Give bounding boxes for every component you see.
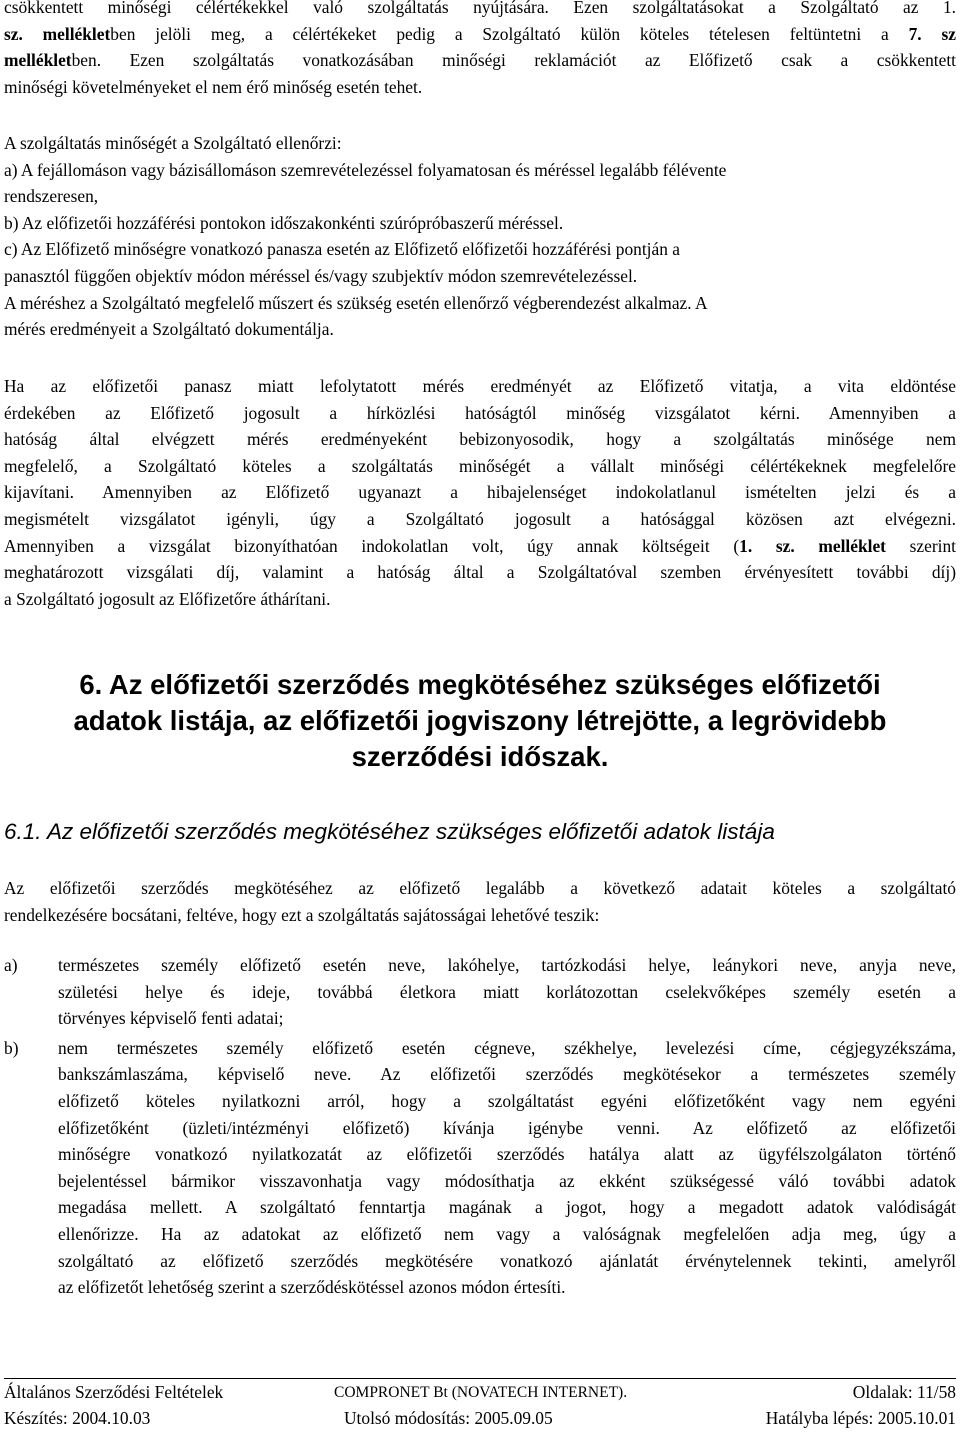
text-line: panasztól függően objektív módon méréssel és/vagy szubjektív módon szemrevételezéssel. [4,265,638,286]
section-6-1-paragraph [4,875,956,928]
footer-row [4,1379,956,1405]
text-line: születési helye és ideje, továbbá életkora miatt korlátozottan cselekvőképes személy esetén a [58,981,956,1002]
footer-document-title: Általános Szerződési Feltételek [4,1382,224,1402]
footer-row [4,1405,956,1431]
text-line: a Szolgáltató jogosult az Előfizetőre áthárítani. [4,588,331,609]
text-line: sz. mellékletben jelöli meg, a célértékeket pedig a Szolgáltató külön köteles tételesen feltüntetni a 7. sz [4,23,956,44]
footer-company: COMPRONET Bt (NOVATECH INTERNET). [334,1384,628,1401]
text-line: ellenőrizze. Ha az adatokat az előfizető nem vagy a valóságnak megfelelően adja meg, úgy a [58,1223,956,1244]
list-marker: b) [4,1037,19,1058]
text-line: mellékletben. Ezen szolgáltatás vonatkozásában minőségi reklamációt az Előfizető csak a csökkentett [4,50,956,71]
text-line: Az előfizetői szerződés megkötéséhez az előfizető legalább a következő adatait köteles a szolgáltató [4,878,956,898]
text-line: természetes személy előfizető esetén neve, lakóhelye, tartózkodási helye, leánykori neve, anyja neve, [58,955,956,975]
text-line: megadása mellett. A szolgáltató fenntartja magának a jogot, hogy a megadott adatok valódiságát [58,1197,956,1218]
data-requirements-list [4,952,956,1301]
text-line: minőségi követelményeket el nem érő minőség esetén tehet. [4,76,423,97]
subsection-heading-6-1: 6.1. Az előfizetői szerződés megkötéséhez szükséges előfizetői adatok listája [4,819,775,844]
text-line: megfelelő, a Szolgáltató köteles a szolgáltatás minőségét a vállalt minőségi célértékeknek megfelelőre [4,455,956,476]
list-item [4,1035,956,1301]
dispute-paragraph [4,373,956,612]
text-line: hatóság által elvégzett mérés eredményeként bebizonyosodik, hogy a szolgáltatás minősége nem [4,429,956,450]
text-line: c) Az Előfizető minőségre vonatkozó panasza esetén az Előfizető előfizetői hozzáférési pontján a [4,239,680,260]
quality-control-paragraph [4,130,956,343]
text-line: csökkentett minőségi célértékekkel való szolgáltatás nyújtására. Ezen szolgáltatásokat a Szolgáltató az 1. [4,0,956,17]
footer-modified-date: Utolsó módosítás: 2005.09.05 [344,1408,553,1428]
text-line: nem természetes személy előfizető esetén cégneve, székhelye, levelezési címe, cégjegyzékszáma, [58,1037,956,1058]
text-line: minőségre vonatkozó nyilatkozatát az előfizetői szerződés hatálya alatt az ügyfélszolgálaton történő [58,1144,956,1165]
section-heading-6 [0,667,960,775]
text-line: b) Az előfizetői hozzáférési pontokon időszakonkénti szúrópróbaszerű méréssel. [4,212,564,233]
list-marker: a) [4,955,18,975]
text-line: kijavítani. Amennyiben az Előfizető ugyanazt a hibajelenséget indokolatlanul ismételten jelzi és a [4,482,956,503]
heading-line: szerződési időszak. [351,741,609,772]
text-line: Ha az előfizetői panasz miatt lefolytatott mérés eredményét az Előfizető vitatja, a vita eldöntése [4,376,956,396]
page-footer [4,1379,956,1431]
text-line: előfizetőként (üzleti/intézményi előfizető) kívánja igénybe venni. Az előfizető az előfizetői [58,1117,956,1138]
text-line: törvényes képviselő fenti adatai; [58,1008,284,1029]
list-item [4,952,956,1032]
text-line: A méréshez a Szolgáltató megfelelő műszert és szükség esetén ellenőrző végberendezést alkalmaz. A [4,292,708,313]
footer-effective-date: Hatályba lépés: 2005.10.01 [765,1408,956,1428]
text-line: a) A fejállomáson vagy bázisállomáson szemrevételezéssel folyamatosan és méréssel legalább félévente [4,159,727,180]
text-line: meghatározott vizsgálati díj, valamint a hatóság által a Szolgáltatóval szemben érvényesített további díj) [4,562,956,583]
text-line: előfizető köteles nyilatkozni arról, hogy a szolgáltatást egyéni előfizetőként vagy nem egyéni [58,1090,956,1111]
text-line: mérés eredményeit a Szolgáltató dokumentálja. [4,319,334,340]
footer-page-count: Oldalak: 11/58 [852,1382,956,1402]
text-line: szolgáltató az előfizető szerződés megkötésére vonatkozó ajánlatát érvénytelennek tekinti, amelyről [58,1250,956,1271]
text-line: rendelkezésére bocsátani, feltéve, hogy ezt a szolgáltatás sajátosságai lehetővé teszik: [4,904,600,925]
text-line: az előfizetőt lehetőség szerint a szerződéskötéssel azonos módon értesíti. [58,1277,566,1298]
footer-created-date: Készítés: 2004.10.03 [4,1408,151,1428]
text-line: Amennyiben a vizsgálat bizonyíthatóan indokolatlan volt, úgy annak költségeit (1. sz. melléklet szerint [4,535,956,556]
text-line: bankszámlaszáma, képviselő neve. Az előfizetői szerződés megkötésekor a természetes személy [58,1064,956,1085]
heading-line: adatok listája, az előfizetői jogviszony létrejötte, a legrövidebb [73,705,887,736]
text-line: rendszeresen, [4,186,99,207]
text-line: A szolgáltatás minőségét a Szolgáltató ellenőrzi: [4,133,342,153]
intro-paragraph [4,0,956,100]
text-line: érdekében az Előfizető jogosult a hírközlési hatóságtól minőség vizsgálatot kérni. Amennyiben a [4,402,956,423]
text-line: megismételt vizsgálatot igényli, úgy a Szolgáltató jogosult a hatósággal közösen azt elvégezni. [4,508,956,529]
text-line: bejelentéssel bármikor visszavonhatja vagy módosíthatja az ekként szükségessé váló további adatok [58,1170,956,1191]
heading-line: 6. Az előfizetői szerződés megkötéséhez szükséges előfizetői [79,669,881,700]
